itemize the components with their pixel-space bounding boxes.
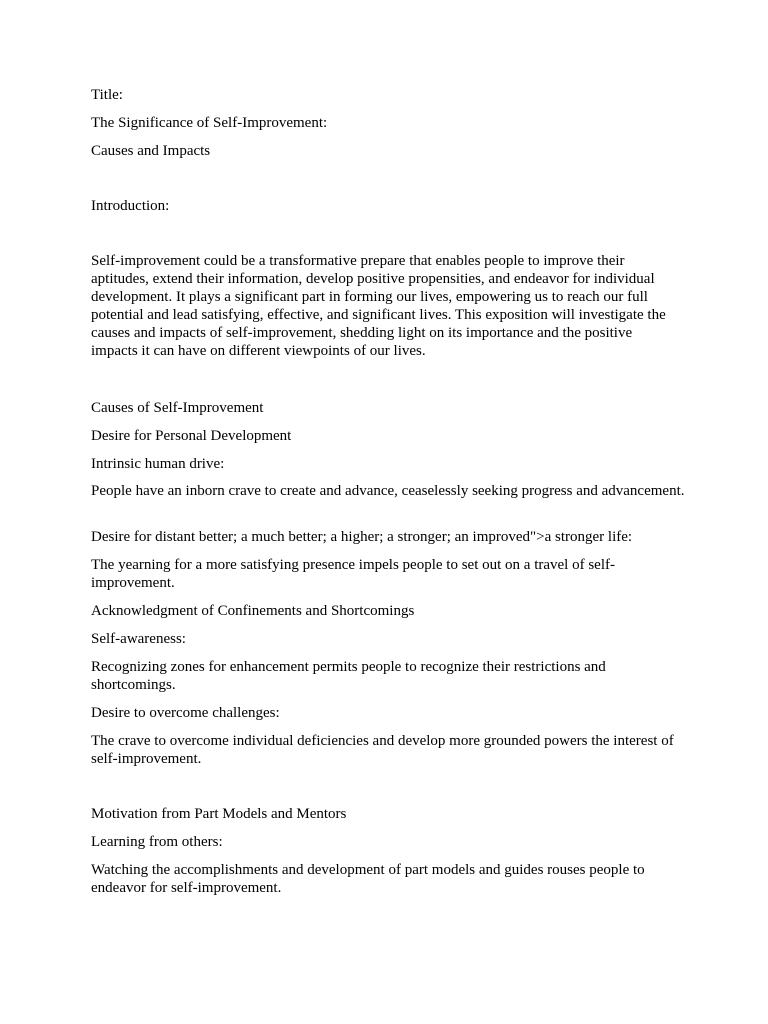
introduction-paragraph: Self-improvement could be a transformative prepare that enables people to improve their aptitudes, extend their information, develop positive propensities, and endeavor for individual development. It plays a significant part in forming our lives, empowering us to reach our full potential and lead satisfying, effective, and significant lives. This exposition will investigate the causes and impacts of self-improvement, shedding light on its importance and the positive impacts it can have on different viewpoints of our lives.: [91, 253, 666, 359]
overcome-challenges-text: The crave to overcome individual deficiencies and develop more grounded powers the interest of self-improvement.: [91, 733, 674, 767]
acknowledgment-heading: Acknowledgment of Confinements and Shortcomings: [91, 603, 415, 619]
desire-better-life-label: Desire for distant better; a much better; a higher; a stronger; an improved">a stronger life:: [91, 529, 633, 545]
self-awareness-label: Self-awareness:: [91, 631, 186, 647]
overcome-challenges-label: Desire to overcome challenges:: [91, 705, 280, 721]
causes-heading: Causes of Self-Improvement: [91, 400, 264, 416]
self-awareness-text: Recognizing zones for enhancement permits people to recognize their restrictions and shortcomings.: [91, 659, 606, 693]
intrinsic-drive-label: Intrinsic human drive:: [91, 456, 225, 472]
title-label: Title:: [91, 87, 123, 103]
intrinsic-drive-text: People have an inborn crave to create and advance, ceaselessly seeking progress and advancement.: [91, 483, 685, 499]
title-line-1: The Significance of Self-Improvement:: [91, 115, 328, 131]
introduction-heading: Introduction:: [91, 198, 170, 214]
motivation-heading: Motivation from Part Models and Mentors: [91, 806, 347, 822]
learning-from-others-label: Learning from others:: [91, 834, 223, 850]
desire-personal-development-heading: Desire for Personal Development: [91, 428, 292, 444]
learning-from-others-text: Watching the accomplishments and development of part models and guides rouses people to endeavor for self-improvement.: [91, 862, 645, 896]
title-line-2: Causes and Impacts: [91, 143, 211, 159]
desire-better-life-text: The yearning for a more satisfying presence impels people to set out on a travel of self-improvement.: [91, 557, 615, 591]
